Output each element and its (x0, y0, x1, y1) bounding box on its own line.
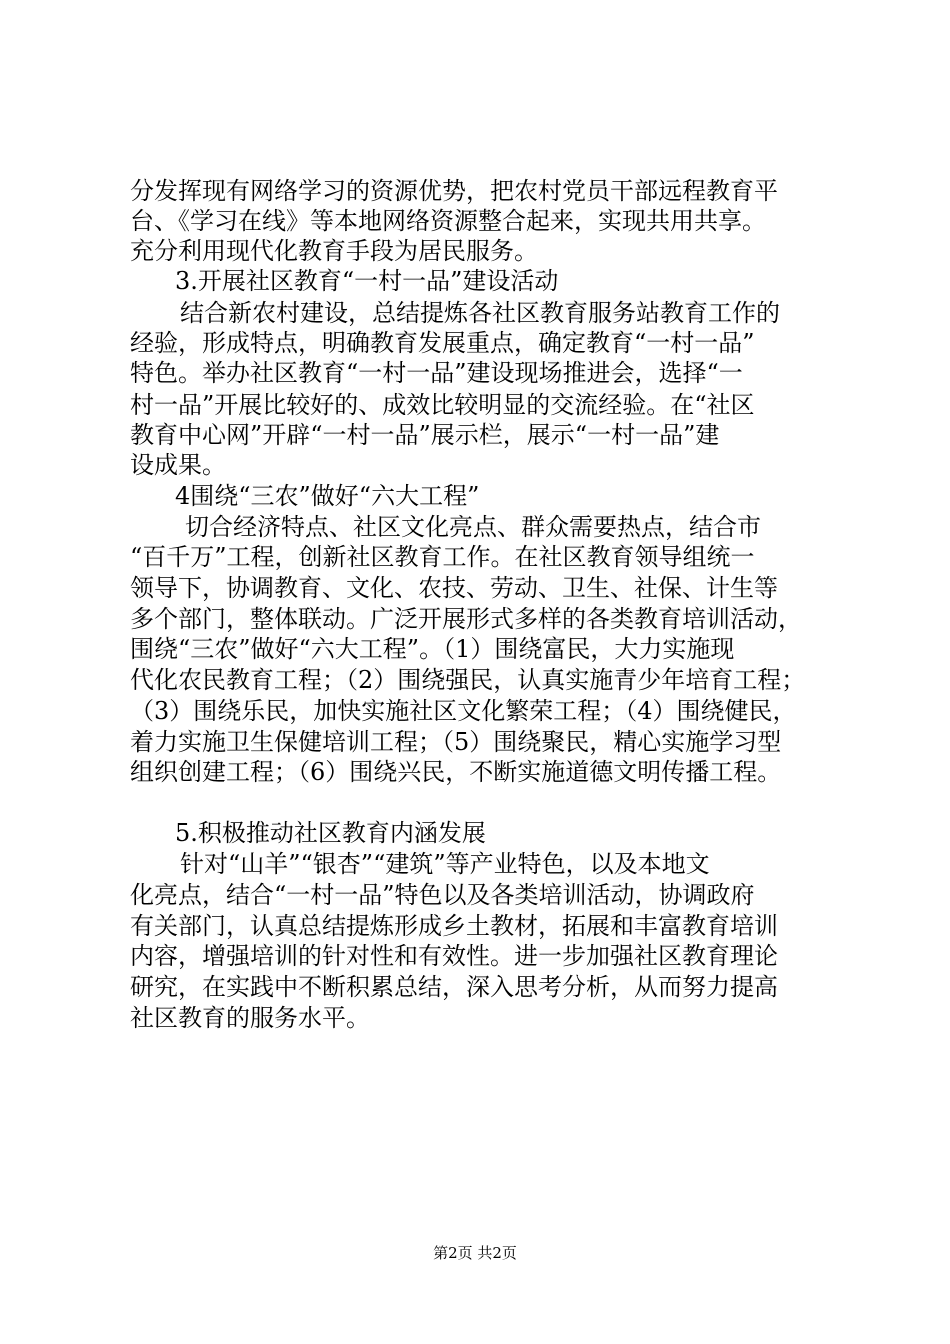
text-line: 设成果。 (130, 451, 226, 479)
text-line: 多个部门，整体联动。广泛开展形式多样的各类教育培训活动， (130, 605, 802, 633)
text-line: 组织创建工程；（6）围绕兴民，不断实施道德文明传播工程。 (130, 758, 782, 786)
text-line: 村一品”开展比较好的、成效比较明显的交流经验。在“社区 (130, 391, 755, 419)
text-line: 台、《学习在线》等本地网络资源整合起来，实现共用共享。 (130, 207, 766, 235)
text-line: （3）围绕乐民，加快实施社区文化繁荣工程；（4）围绕健民， (130, 697, 797, 725)
text-line: 经验，形成特点，明确教育发展重点，确定教育“一村一品” (130, 329, 755, 357)
text-line: 切合经济特点、社区文化亮点、群众需要热点，结合市 (185, 513, 761, 541)
section-heading: 3.开展社区教育“一村一品”建设活动 (175, 267, 559, 295)
text-line: “百千万”工程，创新社区教育工作。在社区教育领导组统一 (130, 543, 755, 571)
text-line: 特色。举办社区教育“一村一品”建设现场推进会，选择“一 (130, 359, 743, 387)
text-line: 研究，在实践中不断积累总结，深入思考分析，从而努力提高 (130, 973, 778, 1001)
section-heading: 4围绕“三农”做好“六大工程” (175, 482, 480, 510)
text-line: 代化农民教育工程；（2）围绕强民，认真实施青少年培育工程； (130, 666, 806, 694)
text-line: 化亮点，结合“一村一品”特色以及各类培训活动，协调政府 (130, 881, 755, 909)
text-line: 社区教育的服务水平。 (130, 1004, 370, 1032)
text-line: 教育中心网”开辟“一村一品”展示栏，展示“一村一品”建 (130, 421, 720, 449)
text-line: 针对“山羊”“银杏”“建筑”等产业特色，以及本地文 (180, 850, 710, 878)
text-line: 充分利用现代化教育手段为居民服务。 (130, 237, 538, 265)
text-line: 有关部门，认真总结提炼形成乡土教材，拓展和丰富教育培训 (130, 912, 778, 940)
text-line: 着力实施卫生保健培训工程；（5）围绕聚民，精心实施学习型 (130, 728, 782, 756)
text-line: 分发挥现有网络学习的资源优势，把农村党员干部远程教育平 (130, 177, 778, 205)
section-heading: 5.积极推动社区教育内涵发展 (175, 819, 486, 847)
text-line: 围绕“三农”做好“六大工程”。（1）围绕富民，大力实施现 (130, 635, 735, 663)
text-line: 结合新农村建设，总结提炼各社区教育服务站教育工作的 (180, 299, 780, 327)
text-line: 领导下，协调教育、文化、农技、劳动、卫生、社保、计生等 (130, 574, 778, 602)
text-line: 内容，增强培训的针对性和有效性。进一步加强社区教育理论 (130, 942, 778, 970)
page-footer: 第2页 共2页 (433, 1244, 517, 1262)
